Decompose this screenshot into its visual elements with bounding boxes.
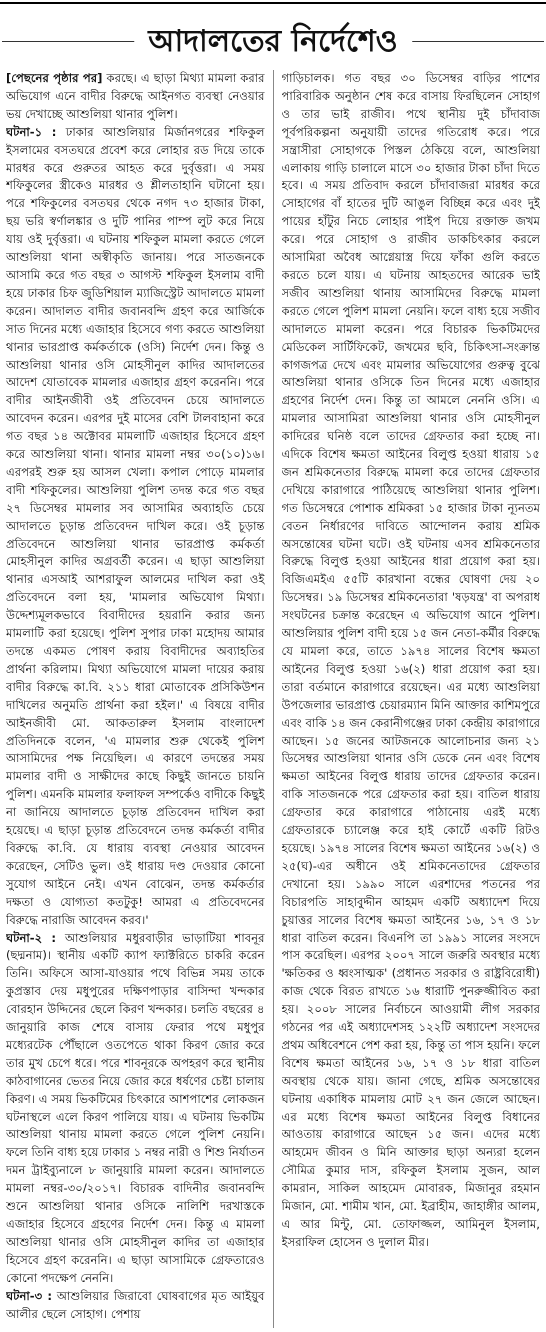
incident-label: ঘটনা-১ : — [6, 124, 57, 139]
continued-from: [পেছনের পৃষ্ঠার পর] — [6, 71, 103, 85]
incident-label: ঘটনা-২ : — [6, 930, 57, 945]
top-rule — [0, 2, 546, 4]
column-right — [282, 70, 541, 1328]
paragraph-incident-2 — [6, 930, 265, 1288]
incident-label: ঘটনা-৩ : — [6, 1288, 52, 1303]
paragraph-incident-1 — [6, 124, 265, 930]
column-divider — [273, 70, 274, 1328]
paragraph-text: করছে। এ ছাড়া মিথ্যা মামলা করার অভিযোগ এনে বাদীর বিরুদ্ধে আইনগত ব্যবস্থা নেওয়ার ভয় দেখাচ্ছে আশুলিয়া থানার পুলিশ। — [6, 71, 265, 121]
paragraph-incident-3 — [6, 1288, 265, 1324]
headline: আদালতের নির্দেশেও — [134, 20, 412, 64]
paragraph-incident-3-cont — [282, 70, 541, 1252]
paragraph-text: ঢাকার আশুলিয়ার মির্জানগরের শফিকুল ইসলামের বসতঘরে প্রবেশ করে লোহার রড দিয়ে তাকে মারধর করে গুরুতর আহত করে দুর্বৃত্তরা। এ সময় শফিকুলের স্ত্রীকেও মারধর ও শ্লীলতাহানি ঘটানো হয়। পরে শফিকুলের বসতঘর থেকে নগদ ৭৩ হাজার টাকা, ছয় ভরি স্বর্ণালঙ্কার ও দুটি পানির পাম্প লুট করে নিয়ে যায় ওই দুর্বৃত্তরা। এ ঘটনায় শফিকুল মামলা করতে গেলে আশুলিয়া থানা অস্বীকৃতি জানায়। পরে সাতজনকে আসামি করে গত বছর ৩ আগস্ট শফিকুল ইসলাম বাদী হয়ে ঢাকার চিফ জুডিশিয়াল ম্যাজিস্ট্রেট আদালতে মামলা করেন। আদালত বাদীর জবানবন্দি গ্রহণ করে আর্জিকে সাত দিনের মধ্যে এজাহার হিসেবে গণ্য করতে আশুলিয়া থানার ভারপ্রাপ্ত কর্মকর্তাকে (ওসি) নির্দেশ দেন। কিন্তু ও আশুলিয়া থানার ওসি মোহসীনুল কাদির আদালতের আদেশ যোতাবেক মামলার এজাহার গ্রহণ করেননি। পরে বাদীর আইনজীবী ওই প্রতিবেদন চেয়ে আদালতে আবেদন করেন। এরপর দুই মাসের বেশি টালবাহানা করে গত বছর ১৪ অক্টোবর মামলাটি এজাহার হিসেবে গ্রহণ করে আশুলিয়া থানা। থানার মামলা নম্বর ৩০(১০)১৬। এরপরই শুরু হয় আসল খেলা। কপাল পোড়ে মামলার বাদী শফিকুলের। আশুলিয়া পুলিশ তদন্ত করে গত বছর ২৭ ডিসেম্বর মামলার সব আসামির অব্যাহতি চেয়ে আদালতে চূড়ান্ত প্রতিবেদন দাখিল করে। ওই চূড়ান্ত প্রতিবেদনে আশুলিয়া থানার ভারপ্রাপ্ত কর্মকর্তা মোহসীনুল কাদির অগ্রবর্তী করেন। এ ছাড়া আশুলিয়া থানার এসআই আশরাফুল আলমের দাখিল করা ওই প্রতিবেদনে বলা হয়, 'মামলার অভিযোগ মিথ্যা। উদ্দেশ্যমূলকভাবে বিবাদীদের হয়রানি করার জন্য মামলাটি করা হয়েছে। পুলিশ সুপার ঢাকা মহোদয় আমার তদন্তে একমত পোষণ করায় বিবাদীদের অব্যাহতির প্রার্থনা করিলাম। মিথ্যা অভিযোগে মামলা দায়ের করায় বাদীর বিরুদ্ধে কা.বি. ২১১ ধারা মোতাবেক প্রসিকিউশন দাখিলের অনুমতি প্রার্থনা করা হইল।' এ বিষয়ে বাদীর আইনজীবী মো. আকতারুল ইসলাম বাংলাদেশ প্রতিদিনকে বলেন, 'এ মামলার শুরু থেকেই পুলিশ আসামিদের পক্ষ নিয়েছিল। এ কারণে তদন্তের সময় মামলার বাদী ও সাক্ষীদের কাছে কিছুই জানতে চায়নি পুলিশ। এমনকি মামলার ফলাফল সম্পর্কেও বাদীকে কিছুই না জানিয়ে আদালতে চূড়ান্ত প্রতিবেদন দাখিল করা হয়েছে। এ ছাড়া চূড়ান্ত প্রতিবেদনে তদন্ত কর্মকর্তা বাদীর বিরুদ্ধে কা.বি. যে ধারায় ব্যবস্থা নেওয়ার আবেদন করেছেন, সেটিও ভুল। ওই ধারায় দণ্ড দেওয়ার কোনো সুযোগ আইনে নেই। এখন বোঝেন, তদন্ত কর্মকর্তার দক্ষতা ও যোগ্যতা কতটুকু! আমরা এ প্রতিবেদনের বিরুদ্ধে নারাজি আবেদন করব।' — [6, 124, 265, 927]
paragraph-text: আশুলিয়ার মধুরবাড়ীর ভাড়াটিয়া শাবনূর (ছদ্মনাম)। স্থানীয় একটি ক্যাপ ফ্যাক্টরিতে চাকরি করেন তিনি। অফিসে আসা-যাওয়ার পথে বিভিন্ন সময় তাকে কুপ্রস্তাব দেয় মধুপুরের দক্ষিণপাড়ার বাসিন্দা খন্দকার বোরহান উদ্দিনের ছেলে কিরণ খন্দকার। চলতি বছরের ৪ জানুয়ারি কাজ শেষে বাসায় ফেরার পথে মধুপুর মধ্যেরটেক পৌঁছালে ওতপেতে থাকা কিরণ জোর করে তার মুখ চেপে ধরে। পরে শাবনূরকে অপহরণ করে স্থানীয় কাঠবাগানের ভেতর নিয়ে জোর করে ধর্ষণের চেষ্টা চালায় কিরণ। এ সময় ভিকটিমের চিৎকারে আশপাশের লোকজন ঘটনাস্থলে এলে কিরণ পালিয়ে যায়। এ ঘটনায় ভিকটিম আশুলিয়া থানায় মামলা করতে গেলে পুলিশ নেয়নি। ফলে তিনি বাধ্য হয়ে ঢাকার ১ নম্বর নারী ও শিশু নির্যাতন দমন ট্রাইব্যুনালে ৮ জানুয়ারি মামলা করেন। আদালতে মামলা নম্বর-৩০/২০১৭। বিচারক বাদিনীর জবানবন্দি শুনে আশুলিয়া থানার ওসিকে নালিশি দরখাস্তকে এজাহার হিসেবে গ্রহণের নির্দেশ দেন। কিন্তু এ মামলা আশুলিয়া থানার ওসি মোহসীনুল কাদির তা এজাহার হিসেবে গ্রহণ করেননি। এ ছাড়া আসামিকে গ্রেফতারেও কোনো পদক্ষেপ নেননি। — [6, 930, 265, 1285]
headline-box — [2, 20, 544, 64]
column-left — [6, 70, 265, 1328]
paragraph-text: আশুলিয়ার জিরাবো ঘোষবাগের মৃত আইয়ুব আলীর ছেলে সোহাগ। পেশায় — [6, 1288, 265, 1321]
article-body — [6, 70, 540, 1328]
paragraph-1 — [6, 70, 265, 124]
paragraph-text: গাড়িচালক। গত বছর ৩০ ডিসেম্বর বাড়ির পাশের পারিবারিক অনুষ্ঠান শেষ করে বাসায় ফিরছিলেন সোহাগ ও তার ভাই রাজীব। পথে স্থানীয় দুই চাঁদাবাজ পূর্বপরিকল্পনা অনুযায়ী তাদের গতিরোধ করে। পরে সন্ত্রাসীরা সোহাগকে পিস্তল ঠেকিয়ে বলে, আশুলিয়া এলাকায় গাড়ি চালালে মাসে ৩০ হাজার টাকা চাঁদা দিতে হবে। এ সময় প্রতিবাদ করলে চাঁদাবাজরা মারধর করে সোহাগের বাঁ হাতের দুটি আঙুল বিচ্ছিন্ন করে এবং দুই পায়ের হাঁটুর নিচে লোহার পাইপ দিয়ে রক্তাক্ত জখম করে। পরে সোহাগ ও রাজীব ডাকচিৎকার করলে আসামিরা অবৈধ আগ্নেয়াস্ত্র দিয়ে ফাঁকা গুলি করতে করতে চলে যায়। এ ঘটনায় আহতদের আরেক ভাই সজীব আশুলিয়া থানায় আসামিদের বিরুদ্ধে মামলা করতে গেলে পুলিশ মামলা নেয়নি। ফলে বাধ্য হয়ে সজীব আদালতে মামলা করেন। পরে বিচারক ভিকটিমদের মেডিকেল সার্টিফিকেট, জখমের ছবি, চিকিৎসা-সংক্রান্ত কাগজপত্র দেখে এবং মামলার অভিযোগের গুরুত্ব বুঝে আশুলিয়া থানার ওসিকে তিন দিনের মধ্যে এজাহার গ্রহণের নির্দেশ দেন। কিন্তু তা আমলে নেননি ওসি। এ মামলার আসামিরা আশুলিয়া থানার ওসি মোহসীনুল কাদিরের ঘনিষ্ঠ বলে তাদের গ্রেফতার করা হচ্ছে না। এদিকে বিশেষ ক্ষমতা আইনের বিলুপ্ত হওয়া ধারায় ১৫ জন শ্রমিকনেতার বিরুদ্ধে মামলা করে তাদের গ্রেফতার দেখিয়ে কারাগারে পাঠিয়েছে আশুলিয়া থানার পুলিশ। গত ডিসেম্বরে পোশাক শ্রমিকরা ১৫ হাজার টাকা ন্যূনতম বেতন নির্ধারণের দাবিতে আন্দোলন করায় শ্রমিক অসন্তোষের ঘটনা ঘটে। ওই ঘটনায় এসব শ্রমিকনেতার বিরুদ্ধে বিলুপ্ত হওয়া আইনের ধারা প্রয়োগ করা হয়। বিজিএমইএ ৫৫টি কারখানা বন্ধের ঘোষণা দেয় ২০ ডিসেম্বর। ১৯ ডিসেম্বর শ্রমিকনেতারা 'ষড়যন্ত্র' বা অপরাধ সংঘটনের চক্রান্ত করেছেন এ অভিযোগ আনে পুলিশ। আশুলিয়ার পুলিশ বাদী হয়ে ১৫ জন নেতা-কর্মীর বিরুদ্ধে যে মামলা করে, তাতে ১৯৭৪ সালের বিশেষ ক্ষমতা আইনের বিলুপ্ত হওয়া ১৬(২) ধারা প্রয়োগ করা হয়। তারা বর্তমানে কারাগারে রয়েছেন। এর মধ্যে আশুলিয়া উপজেলার ভারপ্রাপ্ত চেয়ারম্যান মিনি আক্তার কাশিমপুরে এবং বাকি ১৪ জন কেরানীগঞ্জের ঢাকা কেন্দ্রীয় কারাগারে আছেন। ১৫ জনের আটজনকে আলোচনার জন্য ২১ ডিসেম্বর আশুলিয়া থানার ওসি ডেকে নেন এবং বিশেষ ক্ষমতা আইনের বিলুপ্ত ধারায় তাদের গ্রেফতার করেন। বাকি সাতজনকে পরে গ্রেফতার করা হয়। বাতিল ধারায় গ্রেফতার করে কারাগারে পাঠানোয় এরই মধ্যে গ্রেফতারকে চ্যালেঞ্জ করে হাই কোর্টে একটি রিটও হয়েছে। ১৯৭৪ সালের বিশেষ ক্ষমতা আইনের ১৬(২) ও ২৫(ঘ)-এর অধীনে ওই শ্রমিকনেতাদের গ্রেফতার দেখানো হয়। ১৯৯০ সালে এরশাদের পতনের পর বিচারপতি সাহাবুদ্দীন আহমদ একটি অধ্যাদেশ দিয়ে চুয়াত্তর সালের বিশেষ ক্ষমতা আইনের ১৬, ১৭ ও ১৮ ধারা বাতিল করেন। বিএনপি তা ১৯৯১ সালের সংসদে পাস করেছিল। এরপর ২০০৭ সালে জরুরি অবস্থার মধ্যে 'ক্ষতিকর ও ধ্বংসাত্মক' (প্রধানত সরকার ও রাষ্ট্রবিরোধী) কাজ থেকে বিরত রাখতে ১৬ ধারাটি পুনরুজ্জীবিত করা হয়। ২০০৮ সালের নির্বাচনে আওয়ামী লীগ সরকার গঠনের পর এই অধ্যাদেশসহ ১২২টি অধ্যাদেশ সংসদের প্রথম অধিবেশনে পেশ করা হয়, কিন্তু তা পাস হয়নি। ফলে বিশেষ ক্ষমতা আইনের ১৬, ১৭ ও ১৮ ধারা বাতিল অবস্থায় থেকে যায়। জানা গেছে, শ্রমিক অসন্তোষের ঘটনায় একাধিক মামলায় মোট ২৭ জন জেলে আছেন। এর মধ্যে বিশেষ ক্ষমতা আইনের বিলুপ্ত বিধানের আওতায় কারাগারে আছেন ১৫ জন। এদের মধ্যে আহমেদ জীবন ও মিনি আক্তার ছাড়া অন্যরা হলেন সৌমিত্র কুমার দাস, রফিকুল ইসলাম সুজন, আল কামরান, সাকিল আহমেদ মোবারক, মিজানুর রহমান মিজান, মো. শামীম খান, মো. ইব্রাহীম, জাহাঙ্গীর আলম, এ আর মিন্টু, মো. তোফাজ্জল, আমিনুল ইসলাম, ইসরাফিল হোসেন ও দুলাল মীর। — [281, 71, 540, 1249]
